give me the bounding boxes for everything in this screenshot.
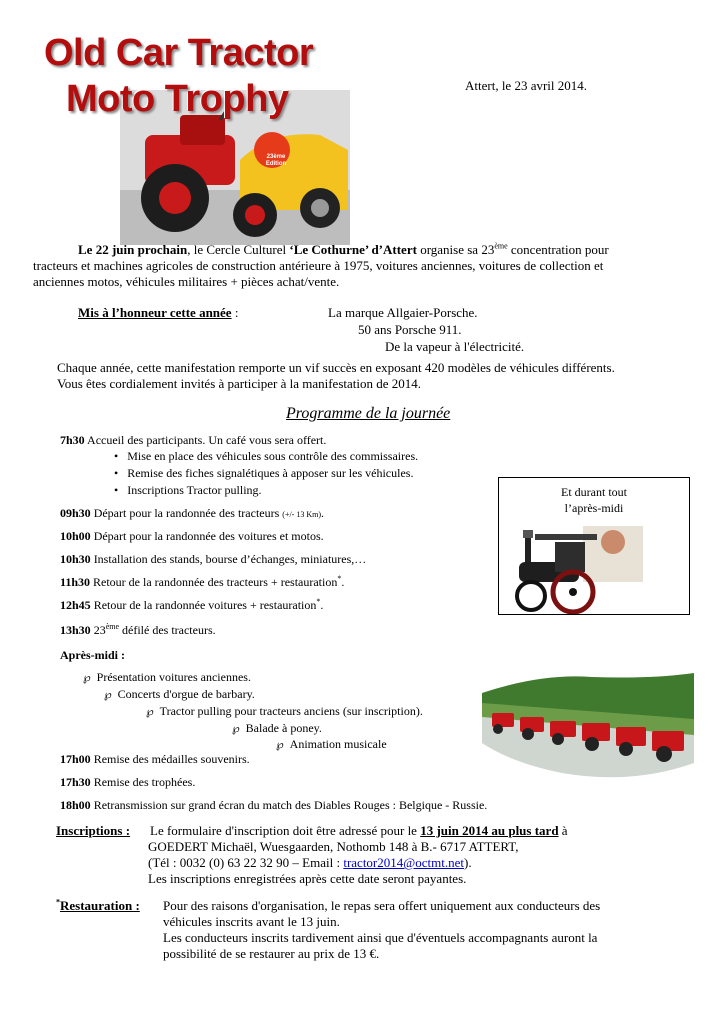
apres-midi-heading: Après-midi : (60, 648, 125, 662)
club-name: ‘Le Cothurne’ d’Attert (289, 242, 417, 257)
steam-engine-photo (505, 522, 685, 614)
logo-badge: 23ème Edition (265, 154, 287, 167)
honneur-item-3: De la vapeur à l'électricité. (385, 339, 525, 354)
flourish-bullet-icon: ℘ (276, 738, 284, 751)
durant-line-2: l’après-midi (564, 501, 624, 515)
prog-17h00: 17h00 Remise des médailles souvenirs. (60, 752, 250, 766)
event-logo (40, 30, 360, 250)
bullet-icon: • (114, 449, 119, 463)
programme-title: Programme de la journée (286, 405, 451, 422)
restauration-text: Pour des raisons d'organisation, le repas sera offert uniquement aux conducteurs des véhicules inscrits avant le 13 juin. Les conducteurs inscrits tardivement ainsi que d'éventuels accompagnants auront la possibilité de se restaurer au prix de 13 €. (163, 898, 601, 961)
place-date: Attert, le 23 avril 2014. (465, 78, 588, 93)
prog-7h30: 7h30 Accueil des participants. Un café vous sera offert. (60, 433, 327, 447)
intro-paragraph: Le 22 juin prochain, le Cercle Culturel ‘Le Cothurne’ d’Attert organise sa 23ème concentration pour tracteurs et machines agricoles de construction antérieure à 1975, voitures anciennes, voitures de collection et anciennes motos, véhicules militaires + pièces achat/vente. (33, 241, 609, 289)
prog-bullet-2: • Remise des fiches signalétiques à apposer sur les véhicules. (114, 466, 414, 480)
event-date: Le 22 juin prochain (78, 242, 188, 257)
prog-17h30: 17h30 Remise des trophées. (60, 775, 196, 789)
prog-bullet-3: • Inscriptions Tractor pulling. (114, 483, 262, 497)
logo-line-2: Moto Trophy (66, 78, 289, 120)
prog-12h45: 12h45 Retour de la randonnée voitures + restauration*. (60, 597, 324, 612)
flourish-bullet-icon: ℘ (232, 722, 240, 735)
afternoon-item-3: ℘ Tractor pulling pour tracteurs anciens (sur inscription). (146, 704, 423, 718)
tractor-lineup-photo (482, 673, 694, 785)
afternoon-item-2: ℘ Concerts d'orgue de barbary. (104, 687, 255, 701)
honneur-label: Mis à l’honneur cette année : (78, 305, 239, 320)
afternoon-item-4: ℘ Balade à poney. (232, 721, 322, 735)
honneur-item-1: La marque Allgaier-Porsche. (328, 305, 478, 320)
afternoon-item-1: ℘ Présentation voitures anciennes. (83, 670, 251, 684)
email-link[interactable]: tractor2014@octmt.net (343, 855, 464, 870)
durant-box (498, 477, 690, 615)
prog-11h30: 11h30 Retour de la randonnée des tracteurs + restauration*. (60, 574, 345, 589)
inscription-deadline: 13 juin 2014 au plus tard (420, 823, 559, 838)
bullet-icon: • (114, 483, 119, 497)
flourish-bullet-icon: ℘ (146, 705, 154, 718)
prog-10h00: 10h00 Départ pour la randonnée des voitures et motos. (60, 529, 324, 543)
logo-line-1: Old Car Tractor (44, 32, 314, 74)
prog-bullet-1: • Mise en place des véhicules sous contrôle des commissaires. (114, 449, 419, 463)
chaque-annee-paragraph: Chaque année, cette manifestation remporte un vif succès en exposant 420 modèles de véhicules différents. Vous êtes cordialement invités à participer à la manifestation de 2014. (57, 360, 615, 391)
prog-13h30: 13h30 23ème défilé des tracteurs. (60, 622, 216, 637)
afternoon-item-5: ℘ Animation musicale (276, 737, 387, 751)
bullet-icon: • (114, 466, 119, 480)
honneur-item-2: 50 ans Porsche 911. (358, 322, 462, 337)
durant-line-1: Et durant tout (561, 485, 627, 499)
flourish-bullet-icon: ℘ (83, 671, 91, 684)
prog-10h30: 10h30 Installation des stands, bourse d’échanges, miniatures,… (60, 552, 367, 566)
inscriptions-text: Le formulaire d'inscription doit être adressé pour le 13 juin 2014 au plus tard à GOEDERT Michaël, Wuesgaarden, Nothomb 148 à B.- 6717 ATTERT, (Tél : 0032 (0) 63 22 32 90 – Email : tractor2014@octmt.net). Les inscriptions enregistrées après cette date seront payantes. (148, 823, 568, 886)
inscriptions-label: Inscriptions : (56, 823, 131, 838)
restauration-label: *Restauration : (56, 897, 140, 913)
prog-09h30: 09h30 Départ pour la randonnée des tracteurs (+/- 13 Km). (60, 506, 325, 520)
prog-18h00: 18h00 Retransmission sur grand écran du match des Diables Rouges : Belgique - Russie. (60, 798, 488, 812)
flourish-bullet-icon: ℘ (104, 688, 112, 701)
